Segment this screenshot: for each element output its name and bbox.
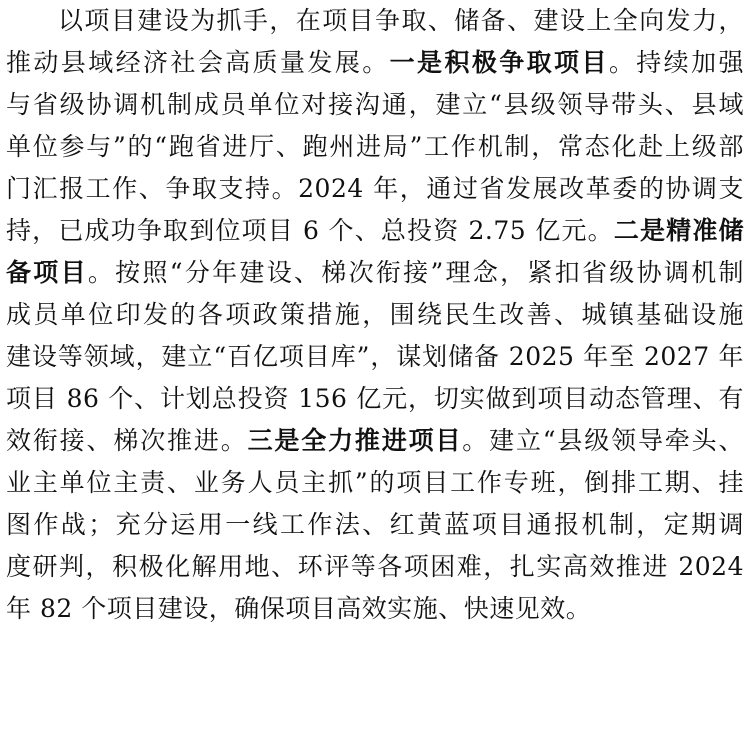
text-line-3: 与省级协调机制成员单位对接沟通，建立“县级领导带头、县域	[6, 90, 744, 119]
heading-second-point-end: 备项目	[6, 258, 88, 287]
text-line-2: 推动县域经济社会高质量发展。一是积极争取项目。持续加强	[6, 48, 744, 77]
text-line-9: 建设等领域，建立“百亿项目库”，谋划储备 2025 年至 2027 年	[6, 342, 744, 371]
text-line-7: 备项目。按照“分年建设、梯次衔接”理念，紧扣省级协调机制	[6, 258, 744, 287]
text-line-5: 门汇报工作、争取支持。2024 年，通过省发展改革委的协调支	[6, 174, 744, 203]
text-line-6: 持，已成功争取到位项目 6 个、总投资 2.75 亿元。二是精准储	[6, 216, 744, 245]
text-line-12: 业主单位主责、业务人员主抓”的项目工作专班，倒排工期、挂	[6, 468, 744, 497]
text-line-14: 度研判，积极化解用地、环评等各项困难，扎实高效推进 2024	[6, 552, 744, 581]
text-line-8: 成员单位印发的各项政策措施，围绕民生改善、城镇基础设施	[6, 300, 744, 329]
text-line-11: 效衔接、梯次推进。三是全力推进项目。建立“县级领导牵头、	[6, 426, 744, 455]
heading-first-point: 一是积极争取项目	[389, 48, 609, 77]
text-line-13: 图作战；充分运用一线工作法、红黄蓝项目通报机制，定期调	[6, 510, 744, 539]
text-line-15: 年 82 个项目建设，确保项目高效实施、快速见效。	[6, 594, 592, 623]
text-line-10: 项目 86 个、计划总投资 156 亿元，切实做到项目动态管理、有	[6, 384, 744, 413]
text-line-4: 单位参与”的“跑省进厅、跑州进局”工作机制，常态化赴上级部	[6, 132, 744, 161]
heading-second-point-start: 二是精准储	[613, 216, 744, 245]
heading-third-point: 三是全力推进项目	[247, 426, 463, 455]
text-line-1: 以项目建设为抓手，在项目争取、储备、建设上全向发力，	[58, 6, 744, 35]
